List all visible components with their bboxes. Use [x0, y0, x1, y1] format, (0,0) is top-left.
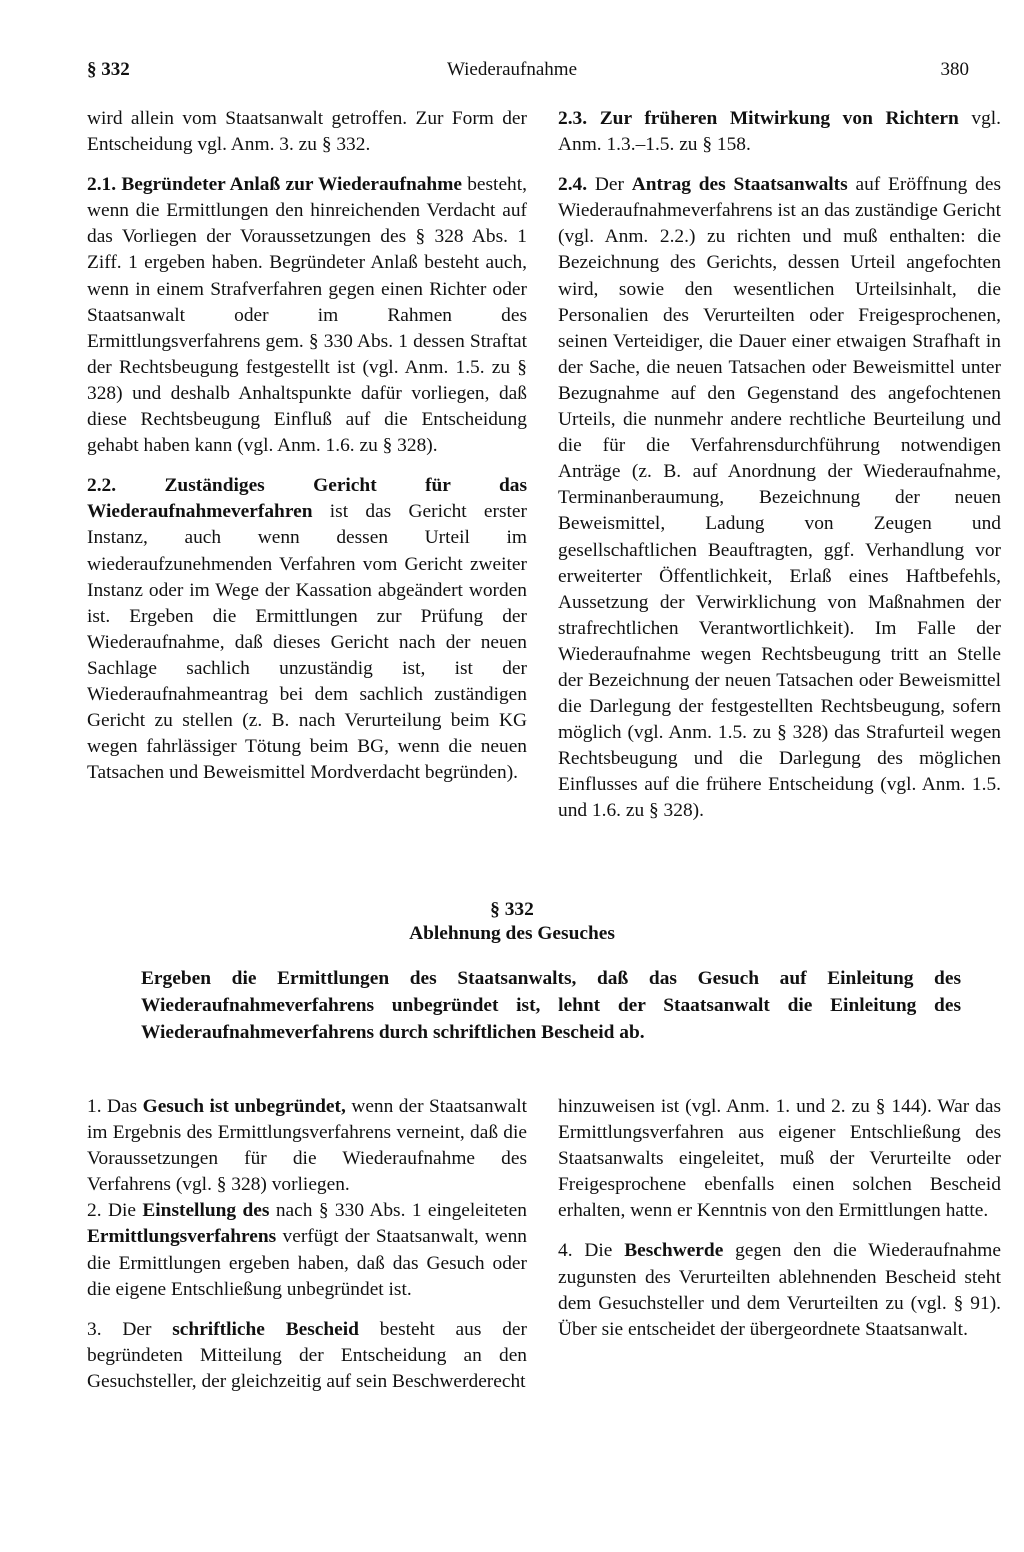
- running-header-title: Wiederaufnahme: [446, 59, 578, 80]
- bold-text: 2.2.: [87, 475, 165, 497]
- bold-text: 2.3.: [558, 108, 600, 129]
- page-number: 380: [940, 59, 969, 80]
- bold-text: Ermittlungsverfahrens: [87, 1226, 277, 1248]
- bold-text: 2.4.: [558, 174, 588, 196]
- law-text: Ergeben die Ermittlungen des Staatsanwalts, daß das Gesuch auf Einleitung des Wiederaufnahmeverfahrens unbegründet ist, lehnt der Staatsanwalt die Einleitung des Wiederaufnahmeverfahrens durch schriftlichen Bescheid ab.: [141, 968, 961, 1043]
- bottom-right-column: [558, 1094, 1001, 1357]
- text-run: hinzuweisen ist (vgl. Anm. 1. und 2. zu § 144). War das Ermittlungsverfahren aus eigener Entschließung des Staatsanwalts eingeleitet, muß der Verurteilte oder Freigesprochene ebenfalls einen solchen Bescheid erhalten, wenn er Kenntnis von den Ermittlungen hatte.: [558, 1096, 1001, 1222]
- paragraph: [87, 106, 527, 158]
- text-run: 3. Der: [87, 1318, 173, 1340]
- running-header-section: § 332: [87, 59, 130, 80]
- section-number: § 332: [490, 899, 534, 920]
- bold-text: Einstellung des: [142, 1200, 270, 1222]
- bold-text: 2.1.: [87, 174, 122, 196]
- bold-text: Zur früheren Mitwirkung von Richtern: [599, 108, 959, 129]
- text-run: besteht, wenn die Ermittlungen den hinreichenden Verdacht auf das Vorliegen der Voraussetzungen des § 328 Abs. 1 Ziff. 1 ergeben haben. Begründeter Anlaß besteht auch, wenn in einem Strafverfahren gegen einen Richter oder Staatsanwalt oder im Rahmen des Ermittlungsverfahrens gem. § 330 Abs. 1 dessen Straftat der Rechtsbeugung festgestellt ist (vgl. Anm. 1.5. zu § 328) und deshalb Anhaltspunkte dafür vorliegen, daß diese Rechtsbeugung Einfluß auf die Entscheidung gehabt haben kann (vgl. Anm. 1.6. zu § 328).: [87, 174, 527, 457]
- bold-text: Antrag des Staatsanwalts: [631, 174, 848, 196]
- bottom-left-column: [87, 1094, 527, 1409]
- text-run: wenn der Staatsanwalt im Ergebnis des Ermittlungsverfahrens verneint, daß die Voraussetzungen für die Wiederaufnahme des Verfahrens (vgl. § 328) vorliegen.: [87, 1096, 527, 1196]
- paragraph: [558, 172, 1001, 824]
- bold-text: Begründeter Anlaß zur Wiederaufnahme: [121, 174, 462, 196]
- text-run: nach § 330 Abs. 1 eingeleiteten: [269, 1200, 527, 1222]
- text-run: Der: [587, 174, 632, 196]
- text-run: verfügt der Staatsanwalt, wenn die Ermittlungen ergeben haben, daß das Gesuch oder die eigene Entschließung unbegründet ist.: [87, 1226, 527, 1300]
- bold-text: Gesuch ist unbegründet,: [142, 1096, 346, 1117]
- paragraph: [87, 1198, 527, 1302]
- top-left-column: [87, 106, 527, 800]
- paragraph: [87, 1317, 527, 1395]
- section-title: Ablehnung des Gesuches: [409, 923, 615, 944]
- text-run: auf Eröffnung des Wiederaufnahmeverfahrens ist an das zuständige Gericht (vgl. Anm. 2.2.) zu richten und muß enthalten: die Bezeichnung des Gerichts, dessen Urteil angefochten wird, sowie den wesentlichen Urteilsinhalt, die Personalien des Verurteilten oder Freigesprochenen, seinen Verteidiger, die Dauer einer etwaigen Strafhaft in der Sache, die neuen Tatsachen oder Beweismittel unter Bezugnahme auf den Gegenstand des angefochtenen Urteils, die nunmehr andere rechtliche Beurteilung und die für die Verfahrensdurchführung notwendigen Anträge (z. B. auf Anordnung der Wiederaufnahme, Terminanberaumung, Bezeichnung der neuen Beweismittel, Ladung von Zeugen und gesellschaftlichen Beauftragten, ggf. Verhandlung vor erweiterter Öffentlichkeit, Erlaß eines Haftbefehls, Aussetzung der Verwirklichung von Maßnahmen der strafrechtlichen Verantwortlichkeit). Im Falle der Wiederaufnahme wegen Rechtsbeugung tritt an Stelle der Bezeichnung der neuen Tatsachen oder Beweismittel die Darlegung der festgestellten Rechtsbeugung, sofern möglich (vgl. Anm. 1.5. zu § 328) das Strafurteil wegen Rechtsbeugung und die Darlegung des möglichen Einflusses auf die frühere Entscheidung (vgl. Anm. 1.5. und 1.6. zu § 328).: [558, 174, 1001, 822]
- top-right-column: [558, 106, 1001, 839]
- text-run: 2. Die: [87, 1200, 143, 1222]
- text-run: 4. Die: [558, 1240, 625, 1262]
- paragraph: [558, 1238, 1001, 1342]
- bold-text: Beschwerde: [624, 1240, 724, 1262]
- bold-text: Zuständiges Gericht für das Wiederaufnahmeverfahren: [87, 475, 527, 523]
- paragraph: [87, 172, 527, 459]
- paragraph: [87, 473, 527, 786]
- text-run: gegen den die Wiederaufnahme zugunsten des Verurteilten ablehnenden Bescheid steht dem Gesuchsteller und dem Verurteilten zu (vgl. § 91). Über sie entscheidet der übergeordnete Staatsanwalt.: [558, 1240, 1001, 1340]
- text-run: wird allein vom Staatsanwalt getroffen. Zur Form der Entscheidung vgl. Anm. 3. zu § 332.: [87, 108, 527, 156]
- paragraph: [87, 1094, 527, 1198]
- paragraph: [558, 1094, 1001, 1224]
- text-run: 1. Das: [87, 1096, 143, 1117]
- bold-text: schriftliche Bescheid: [172, 1318, 359, 1340]
- text-run: besteht aus der begründeten Mitteilung der Entscheidung an den Gesuchsteller, der gleichzeitig auf sein Beschwerderecht: [87, 1318, 527, 1392]
- text-run: vgl. Anm. 1.3.–1.5. zu § 158.: [558, 108, 1001, 156]
- text-run: ist das Gericht erster Instanz, auch wenn dessen Urteil im wiederaufzunehmenden Verfahren vom Gericht zweiter Instanz oder im Wege der Kassation abgeändert worden ist. Ergeben die Ermittlungen zur Prüfung der Wiederaufnahme, daß dieses Gericht nach der neuen Sachlage sachlich unzuständig ist, ist der Wiederaufnahmeantrag bei dem sachlich zuständigen Gericht zu stellen (z. B. nach Verurteilung beim KG wegen fahrlässiger Tötung beim BG, wenn die neuen Tatsachen und Beweismittel Mordverdacht begründen).: [87, 501, 527, 784]
- paragraph: [558, 106, 1001, 158]
